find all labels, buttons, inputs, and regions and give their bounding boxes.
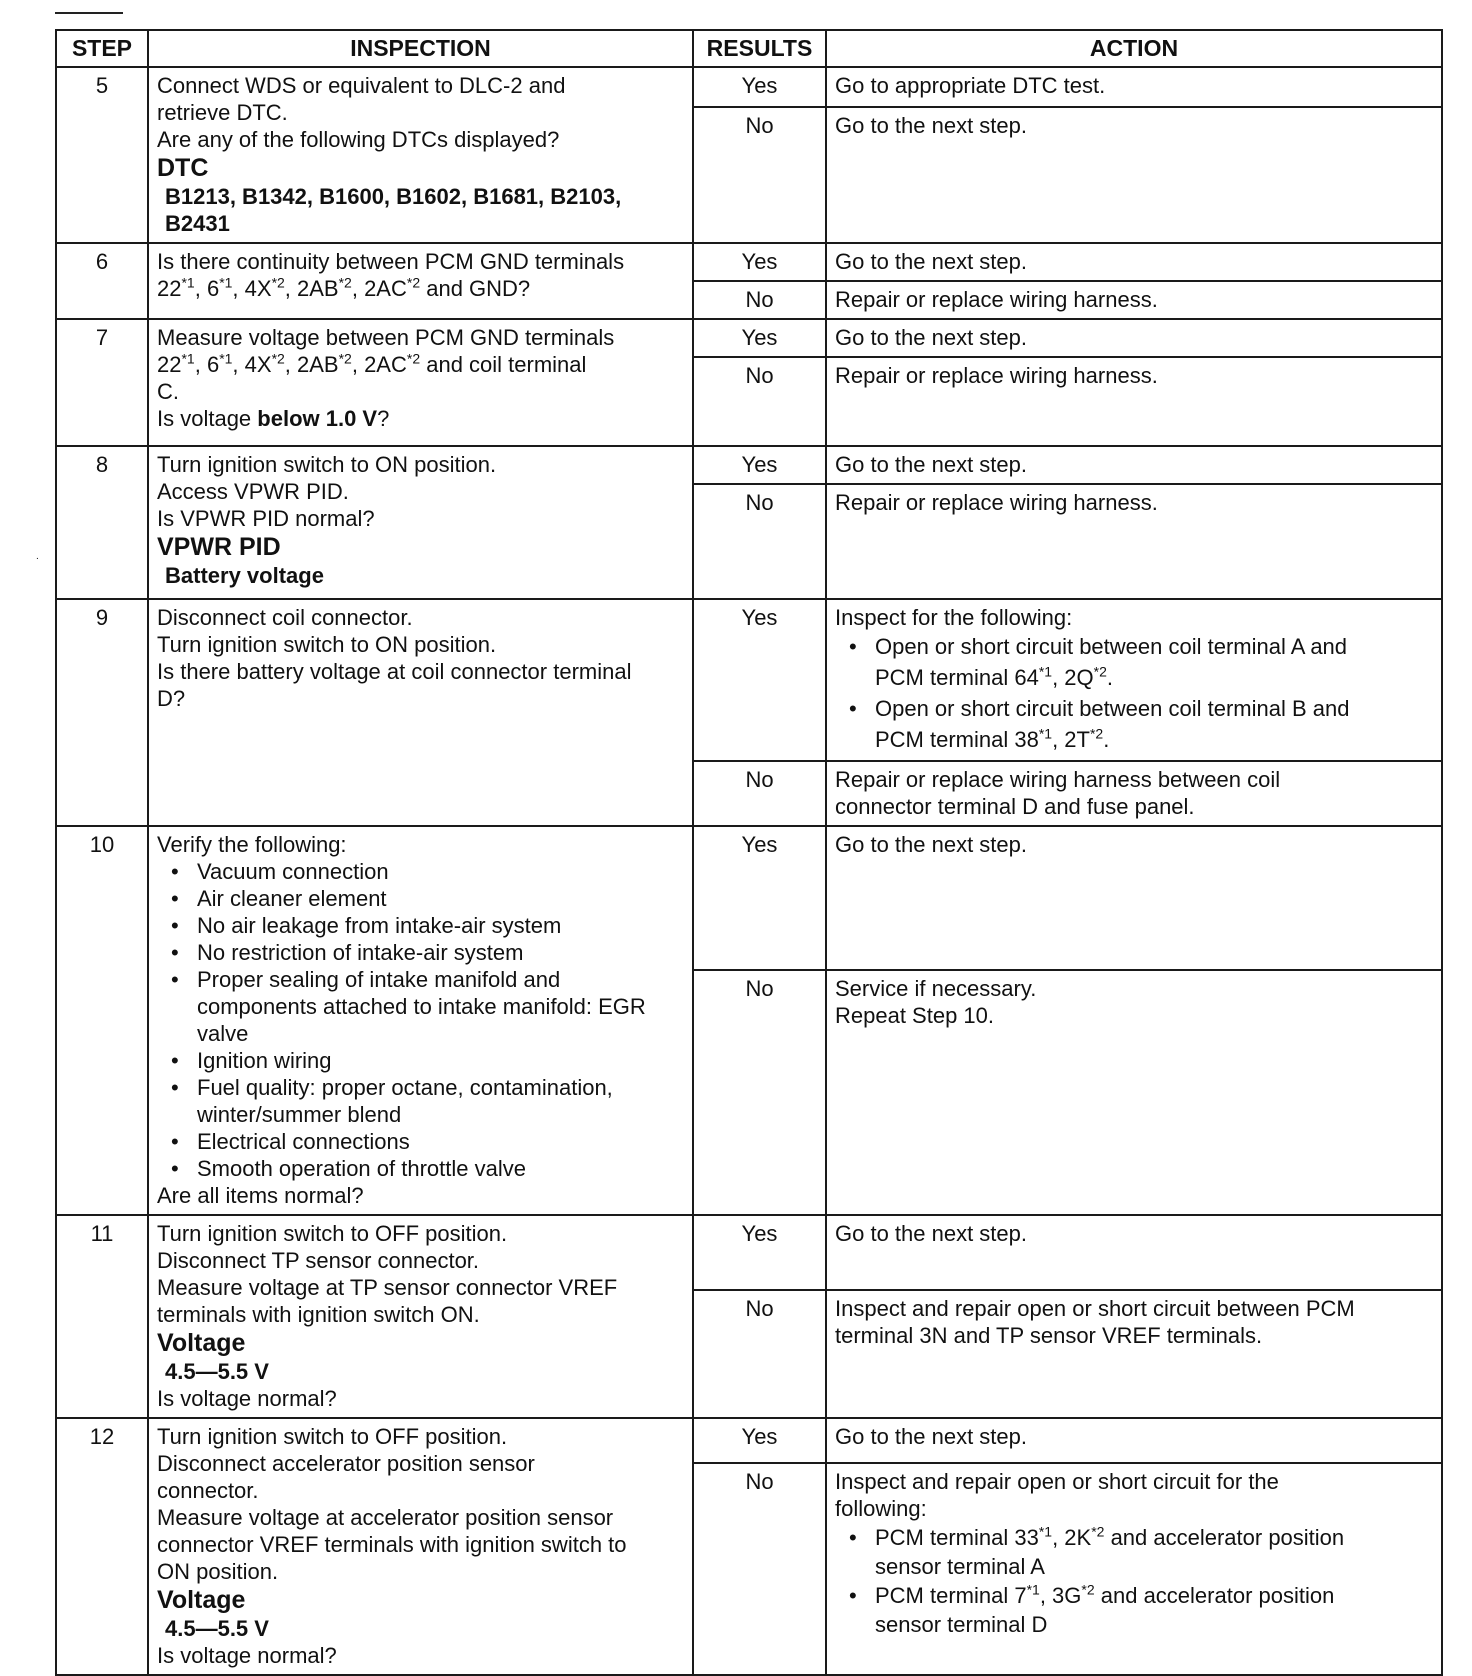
inspection-cell: Disconnect coil connector. Turn ignition switch to ON position. Is there battery voltage at coil connector terminal D? [148,599,693,826]
list-item: • PCM terminal 33$^{*1}$, $2K^{*2}$ and accelerator position sensor terminal A [875,1522,1433,1580]
spec-heading: Voltage [157,1329,246,1357]
action-list [835,631,1433,755]
list-item: • Ignition wiring [197,1047,684,1074]
action-yes: Go to appropriate DTC test. [826,67,1442,107]
result-no: No [693,761,826,826]
table-row [56,446,1442,484]
step-number: 10 [56,826,148,1215]
inspection-cell: Turn ignition switch to ON position. Access VPWR PID. Is VPWR PID normal? VPWR PID Battery voltage [148,446,693,599]
result-yes: Yes [693,319,826,357]
step-number: 8 [56,446,148,599]
result-yes: Yes [693,826,826,970]
action-no: Repair or replace wiring harness. [826,484,1442,599]
spec-heading: VPWR PID [157,533,281,561]
header-inspection: INSPECTION [148,30,693,67]
action-no: Go to the next step. [826,107,1442,243]
header-action: ACTION [826,30,1442,67]
step-number: 5 [56,67,148,243]
spec-heading: DTC [157,154,209,182]
list-item: • Vacuum connection [197,858,684,885]
action-no: Repair or replace wiring harness. [826,281,1442,319]
step-number: 11 [56,1215,148,1418]
list-item: • Open or short circuit between coil terminal A and PCM terminal 64$^{*1}$, $2Q^{*2}$. [875,631,1433,693]
result-no: No [693,281,826,319]
action-yes: Go to the next step. [826,1215,1442,1290]
spec-heading: Voltage [157,1586,246,1614]
spec-value: B1213, B1342, B1600, B1602, B1681, B2103, B2431 [165,184,622,236]
table-row [56,1215,1442,1290]
troubleshooting-table [55,29,1443,1676]
step-number: 6 [56,243,148,319]
table-row [56,67,1442,107]
result-yes: Yes [693,1418,826,1463]
result-no: No [693,484,826,599]
result-no: No [693,1463,826,1675]
result-no: No [693,357,826,446]
step-number: 9 [56,599,148,826]
header-row [56,30,1442,67]
spec-value: 4.5—5.5 V [165,1616,269,1641]
result-yes: Yes [693,599,826,761]
list-item: • Proper sealing of intake manifold and components attached to intake manifold: EGR valve [197,966,684,1047]
inspection-cell: Turn ignition switch to OFF position. Disconnect accelerator position sensor connector. Measure voltage at accelerator position sensor connector VREF terminals with ignition switch to ON position. Voltage 4.5—5.5 V Is voltage normal? [148,1418,693,1675]
table-row [56,826,1442,970]
action-no: Inspect and repair open or short circuit for the following: • PCM terminal 33$^{*1}$, $2K^{*2}$ and accelerator position sensor terminal A • PCM terminal 7$^{*1}$, $3G^{*2}$ and accelerator position sensor terminal D [826,1463,1442,1675]
spec-value: 4.5—5.5 V [165,1359,269,1384]
result-no: No [693,1290,826,1418]
list-item: • Open or short circuit between coil terminal B and PCM terminal 38$^{*1}$, $2T^{*2}$. [875,693,1433,755]
action-no: Service if necessary. Repeat Step 10. [826,970,1442,1216]
table-row [56,319,1442,357]
result-no: No [693,107,826,243]
action-yes: Inspect for the following: • Open or short circuit between coil terminal A and PCM terminal 64$^{*1}$, $2Q^{*2}$. • Open or short circuit between coil terminal B and PCM terminal 38$^{*1}$, $2T^{*2}$. [826,599,1442,761]
table-row [56,1418,1442,1463]
action-yes: Go to the next step. [826,826,1442,970]
inspection-cell: Turn ignition switch to OFF position. Disconnect TP sensor connector. Measure voltage at TP sensor connector VREF terminals with ignition switch ON. Voltage 4.5—5.5 V Is voltage normal? [148,1215,693,1418]
action-yes: Go to the next step. [826,243,1442,281]
result-no: No [693,970,826,1216]
step-number: 12 [56,1418,148,1675]
action-yes: Go to the next step. [826,319,1442,357]
list-item: • No air leakage from intake-air system [197,912,684,939]
spec-value: Battery voltage [165,563,324,588]
list-item: • Electrical connections [197,1128,684,1155]
action-yes: Go to the next step. [826,1418,1442,1463]
table-row [56,243,1442,281]
header-results: RESULTS [693,30,826,67]
table-row [56,599,1442,761]
result-yes: Yes [693,1215,826,1290]
action-no: Repair or replace wiring harness between coil connector terminal D and fuse panel. [826,761,1442,826]
top-rule [55,12,123,14]
result-yes: Yes [693,67,826,107]
step-number: 7 [56,319,148,446]
list-item: • No restriction of intake-air system [197,939,684,966]
action-no: Inspect and repair open or short circuit between PCM terminal 3N and TP sensor VREF terminals. [826,1290,1442,1418]
list-item: • Air cleaner element [197,885,684,912]
stray-mark: . [36,551,39,562]
result-yes: Yes [693,243,826,281]
list-item: • Fuel quality: proper octane, contamination, winter/summer blend [197,1074,684,1128]
action-list [835,1522,1433,1638]
result-yes: Yes [693,446,826,484]
inspection-cell: Verify the following: • Vacuum connection • Air cleaner element • No air leakage from intake-air system • No restriction of intake-air system • Proper sealing of intake manifold and components attached to intake manifold: EGR valve • Ignition wiring • Fuel quality: proper octane, contamination, winter/summer blend • Electrical connections • Smooth operation of throttle valve Are all items normal? [148,826,693,1215]
inspection-cell: Connect WDS or equivalent to DLC-2 and retrieve DTC. Are any of the following DTCs displayed? DTC B1213, B1342, B1600, B1602, B1681, B2103, B2431 [148,67,693,243]
action-yes: Go to the next step. [826,446,1442,484]
inspection-cell: Measure voltage between PCM GND terminals 22$^{*1}$, 6$^{*1}$, $4X^{*2}$, 2AB$^{*2}$, 2AC$^{*2}$ and coil terminal C. Is voltage below 1.0 V? [148,319,693,446]
checklist [157,858,684,1182]
action-no: Repair or replace wiring harness. [826,357,1442,446]
list-item: • PCM terminal 7$^{*1}$, $3G^{*2}$ and accelerator position sensor terminal D [875,1580,1433,1638]
inspection-cell: Is there continuity between PCM GND terminals 22$^{*1}$, 6$^{*1}$, $4X^{*2}$, 2AB$^{*2}$, 2AC$^{*2}$ and GND? [148,243,693,319]
header-step: STEP [56,30,148,67]
list-item: • Smooth operation of throttle valve [197,1155,684,1182]
